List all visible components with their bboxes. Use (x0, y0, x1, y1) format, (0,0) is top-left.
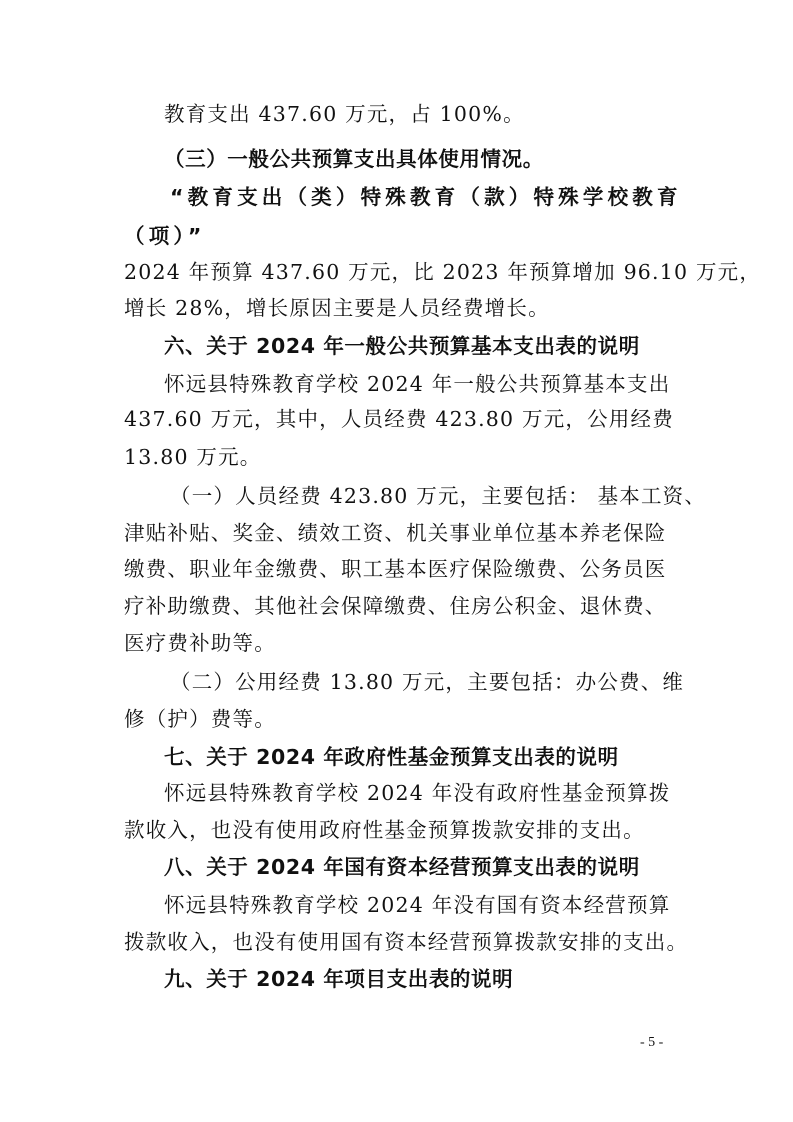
paragraph-line: 教育支出 437.60 万元，占 100%。 (164, 102, 525, 126)
section-heading: 六、关于 2024 年一般公共预算基本支出表的说明 (164, 334, 640, 358)
paragraph-line: 437.60 万元，其中，人员经费 423.80 万元，公用经费 (124, 407, 674, 431)
paragraph-line: 缴费、职业年金缴费、职工基本医疗保险缴费、公务员医 (124, 557, 667, 581)
section-heading: （三）一般公共预算支出具体使用情况。 (164, 147, 544, 171)
paragraph-line: 修（护）费等。 (124, 707, 276, 731)
paragraph-line: 拨款收入，也没有使用国有资本经营预算拨款安排的支出。 (124, 930, 689, 954)
section-heading: 九、关于 2024 年项目支出表的说明 (164, 967, 514, 991)
section-heading: 七、关于 2024 年政府性基金预算支出表的说明 (164, 745, 619, 769)
paragraph-line: 津贴补贴、奖金、绩效工资、机关事业单位基本养老保险 (124, 521, 667, 545)
paragraph-line: 怀远县特殊教育学校 2024 年一般公共预算基本支出 (164, 372, 671, 396)
page-number: - 5 - (640, 1035, 664, 1050)
paragraph-line: （一）人员经费 423.80 万元，主要包括： 基本工资、 (170, 484, 707, 508)
section-heading: 八、关于 2024 年国有资本经营预算支出表的说明 (164, 855, 640, 879)
paragraph-line: 13.80 万元。 (124, 445, 262, 469)
paragraph-line: 2024 年预算 437.60 万元，比 2023 年预算增加 96.10 万元， (124, 260, 762, 284)
paragraph-line: 怀远县特殊教育学校 2024 年没有国有资本经营预算 (164, 893, 671, 917)
paragraph-line: 怀远县特殊教育学校 2024 年没有政府性基金预算拨 (164, 781, 671, 805)
item-heading: “教育支出（类）特殊教育（款）特殊学校教育 (170, 185, 682, 209)
paragraph-line: 疗补助缴费、其他社会保障缴费、住房公积金、退休费、 (124, 594, 667, 618)
paragraph-line: 款收入，也没有使用政府性基金预算拨款安排的支出。 (124, 818, 645, 842)
item-heading: （项）” (124, 224, 206, 248)
paragraph-line: 增长 28%，增长原因主要是人员经费增长。 (124, 296, 550, 320)
paragraph-line: （二）公用经费 13.80 万元，主要包括：办公费、维 (170, 670, 685, 694)
paragraph-line: 医疗费补助等。 (124, 631, 276, 655)
